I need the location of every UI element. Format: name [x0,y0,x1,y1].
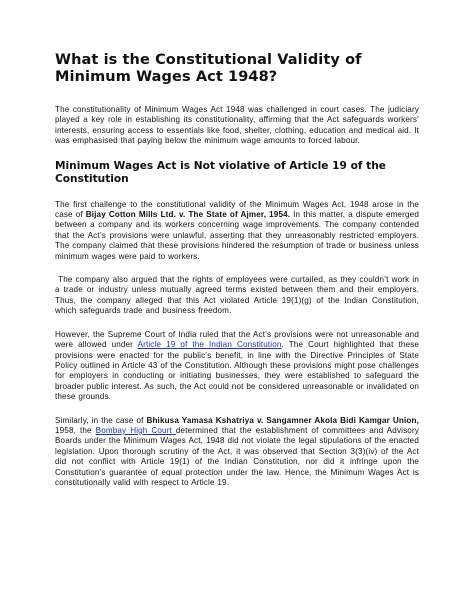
paragraph-text: Similarly, in the case of [55,415,147,425]
intro-paragraph: The constitutionality of Minimum Wages Act 1948 was challenged in court cases. The judiciary played a key role in establishing its constitutionality, affirming that the Act safeguards workers’ interests, ensuring access to essentials like food, shelter, clothing, education and medical aid. It was emphasised that paying below the minimum wage amounts to forced labour. [55,105,419,146]
paragraph-bijay-cotton [55,200,419,262]
article-19-link[interactable]: Article 19 of the Indian Constitution [137,340,282,350]
section-heading: Minimum Wages Act is Not violative of Article 19 of the Constitution [55,159,386,185]
paragraph-text: In this matter, a dispute emerged between a company and its workers concerning wage improvements. The company contended that the Act’s provisions were unlawful, asserting that they unreasonably restricted employers. The company claimed that these provisions hindered the resumption of trade or business unless minimum wages were paid to workers. [55,210,419,261]
paragraph-text: determined that the establishment of committees and Advisory Boards under the Minimum Wages Act, 1948 did not violate the legal stipulations of the enacted legislation. Upon thorough scrutiny of the Act, it was observed that Section 3(3)(iv) of the Act did not conflict with Article 19(1) of the Indian Constitution, nor did it infringe upon the Constitution’s guarantee of equal protection under the law. Hence, the Minimum Wages Act is constitutionally valid with respect to Article 19. [55,425,419,487]
case-name-bijay-cotton: Bijay Cotton Mills Ltd. v. The State of Ajmer, 1954. [85,210,291,220]
paragraph-bhikusa [55,415,422,489]
paragraph-text: . The Court highlighted that these provisions were enacted for the public’s benefit, in line with the Directive Principles of State Policy outlined in Article 43 of the Constitution. Although these provisions might pose challenges for employers in conducting or initiating businesses, they were established to safeguard the broader public interest. As such, the Act could not be considered unreasonable or invalidated on these grounds. [55,340,419,402]
case-name-bhikusa: Bhikusa Yamasa Kshatriya v. Sangamner Akola Bidi Kamgar Union, [146,415,419,425]
document-title: What is the Constitutional Validity of Minimum Wages Act 1948? [55,52,362,85]
paragraph-text: 1958, the [55,415,422,435]
paragraph-text: The first challenge to the constitutional validity of the Minimum Wages Act, 1948 arose in the case of [55,199,419,220]
paragraph-text: However, the Supreme Court of India ruled that the Act’s provisions were not unreasonable and were allowed under [55,329,419,350]
bombay-high-court-link[interactable]: Bombay High Court [95,425,176,435]
paragraph-supreme-court [55,330,419,403]
document-page [55,52,422,501]
paragraph-company-argument: The company also argued that the rights of employees were curtailed, as they couldn’t work in a trade or industry unless mutually agreed terms existed between them and their employers. Thus, the company alleged that this Act violated Article 19(1)(g) of the Indian Constitution, which safeguards trade and business freedom. [55,275,422,316]
